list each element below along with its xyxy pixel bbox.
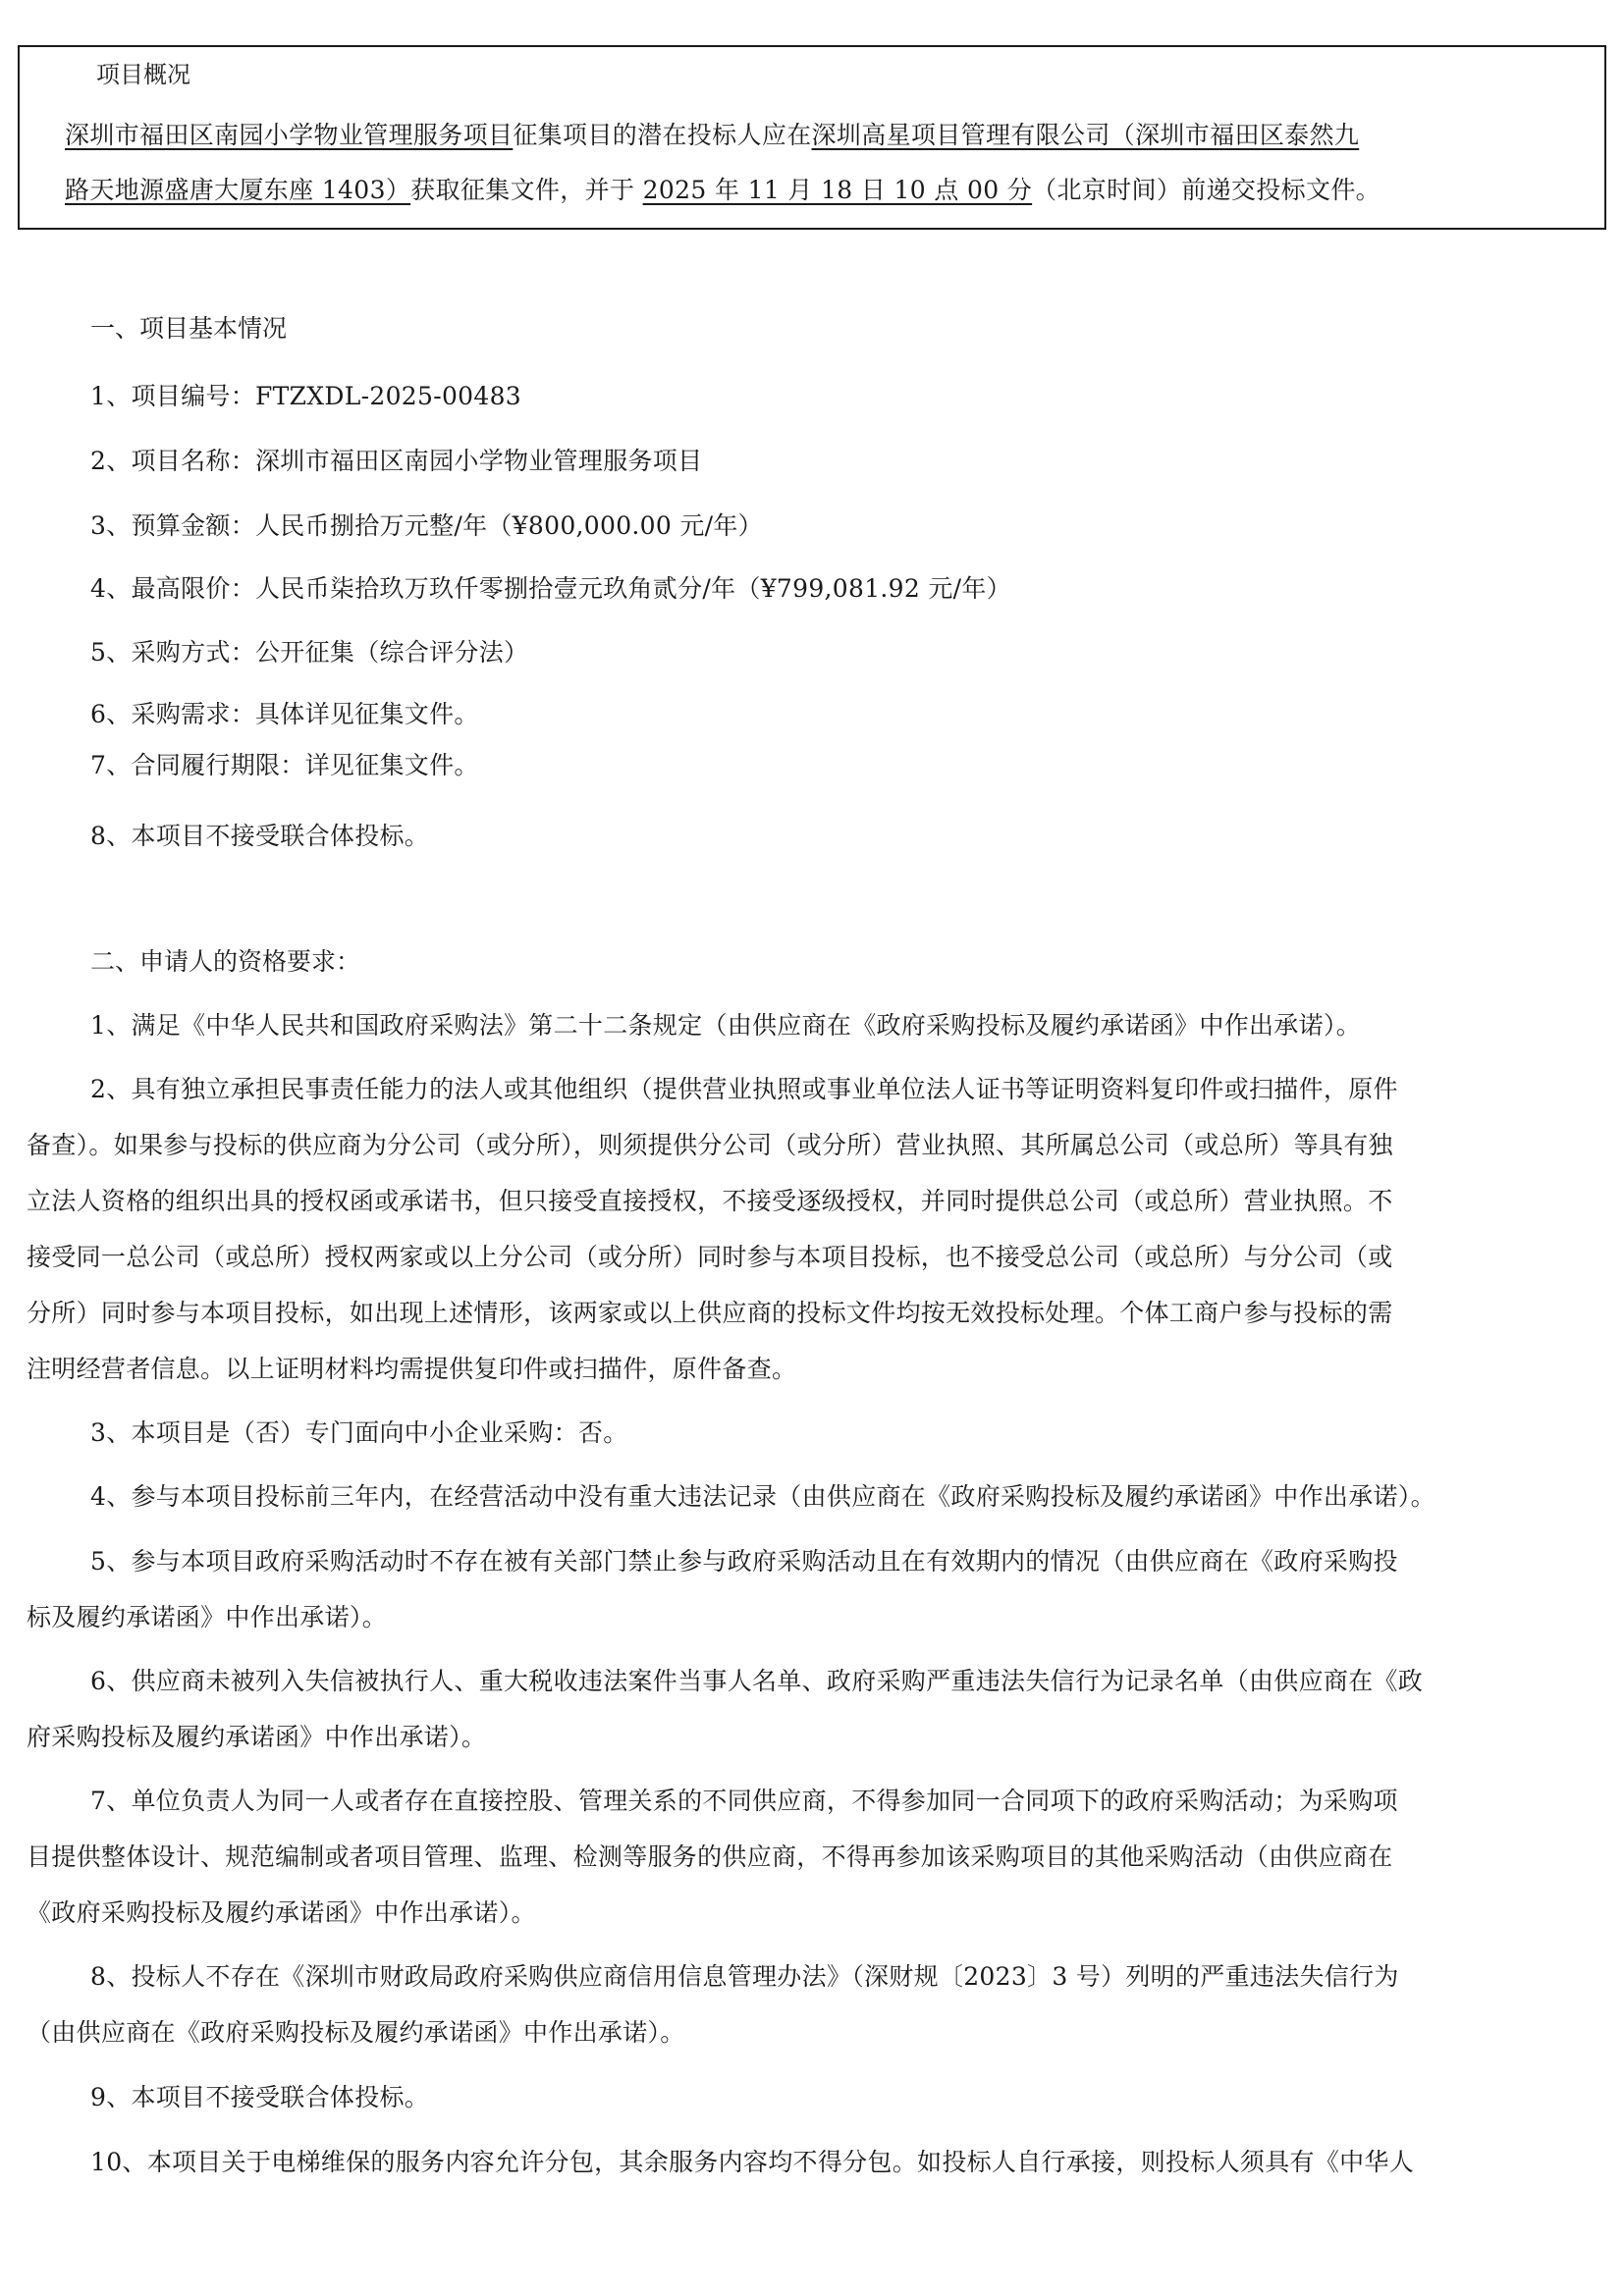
overview-text: 征集项目的潜在投标人应在 (513, 121, 812, 149)
qualification-item: 3、本项目是（否）专门面向中小企业采购：否。 (90, 1418, 628, 1447)
qualification-item: 10、本项目关于电梯维保的服务内容允许分包，其余服务内容均不得分包。如投标人自行承接，则投标人须具有《中华人 (90, 2148, 1415, 2176)
project-overview-box (18, 45, 1606, 230)
overview-line-1 (65, 116, 1359, 151)
basic-info-item: 4、最高限价：人民币柒拾玖万玖仟零捌拾壹元玖角贰分/年（¥799,081.92 元/年） (90, 574, 1011, 603)
section-1-heading: 一、项目基本情况 (90, 314, 288, 343)
overview-text: （北京时间）前递交投标文件。 (1032, 176, 1381, 204)
qualification-item: 9、本项目不接受联合体投标。 (90, 2083, 430, 2111)
qualification-item: 1、满足《中华人民共和国政府采购法》第二十二条规定（由供应商在《政府采购投标及履约承诺函》中作出承诺）。 (90, 1011, 1362, 1040)
basic-info-item: 3、预算金额：人民币捌拾万元整/年（¥800,000.00 元/年） (90, 511, 763, 540)
qualification-item: 2、具有独立承担民事责任能力的法人或其他组织（提供营业执照或事业单位法人证书等证明资料复印件或扫描件，原件 (90, 1075, 1398, 1103)
basic-info-item: 1、项目编号：FTZXDL-2025-00483 (90, 382, 521, 410)
qualification-item-cont: 注明经营者信息。以上证明材料均需提供复印件或扫描件，原件备查。 (27, 1355, 797, 1383)
qualification-item: 6、供应商未被列入失信被执行人、重大税收违法案件当事人名单、政府采购严重违法失信行为记录名单（由供应商在《政 (90, 1667, 1424, 1695)
agency-underlined: 深圳高星项目管理有限公司（深圳市福田区泰然九 (811, 121, 1360, 149)
qualification-item-cont: 接受同一总公司（或总所）授权两家或以上分公司（或分所）同时参与本项目投标，也不接受总公司（或总所）与分公司（或 (27, 1243, 1393, 1271)
basic-info-item: 2、项目名称：深圳市福田区南园小学物业管理服务项目 (90, 447, 703, 475)
qualification-item: 8、投标人不存在《深圳市财政局政府采购供应商信用信息管理办法》（深财规〔2023〕3 号）列明的严重违法失信行为 (90, 1962, 1399, 1991)
address-underlined: 路天地源盛唐大厦东座 1403） (65, 176, 411, 204)
overview-line-2 (65, 171, 1380, 206)
qualification-item-cont: 分所）同时参与本项目投标，如出现上述情形，该两家或以上供应商的投标文件均按无效投标处理。个体工商户参与投标的需 (27, 1299, 1393, 1327)
qualification-item-cont: 标及履约承诺函》中作出承诺）。 (27, 1603, 388, 1631)
deadline-underlined: 2025 年 11 月 18 日 10 点 00 分 (642, 176, 1033, 204)
qualification-item-cont: 立法人资格的组织出具的授权函或承诺书，但只接受直接授权，不接受逐级授权，并同时提供总公司（或总所）营业执照。不 (27, 1187, 1393, 1215)
basic-info-item: 7、合同履行期限：详见征集文件。 (90, 751, 479, 779)
qualification-item-cont: （由供应商在《政府采购投标及履约承诺函》中作出承诺）。 (27, 2018, 685, 2047)
section-2-heading: 二、申请人的资格要求： (90, 947, 361, 976)
qualification-item-cont: 《政府采购投标及履约承诺函》中作出承诺）。 (27, 1898, 536, 1927)
basic-info-item: 6、采购需求：具体详见征集文件。 (90, 700, 479, 728)
qualification-item-cont: 府采购投标及履约承诺函》中作出承诺）。 (27, 1723, 487, 1751)
basic-info-item: 5、采购方式：公开征集（综合评分法） (90, 638, 529, 667)
basic-info-item: 8、本项目不接受联合体投标。 (90, 822, 430, 850)
project-name-underlined: 深圳市福田区南园小学物业管理服务项目 (65, 121, 514, 149)
qualification-item: 4、参与本项目投标前三年内，在经营活动中没有重大违法记录（由供应商在《政府采购投标及履约承诺函》中作出承诺）。 (90, 1482, 1435, 1511)
qualification-item-cont: 备查）。如果参与投标的供应商为分公司（或分所），则须提供分公司（或分所）营业执照、其所属总公司（或总所）等具有独 (27, 1131, 1393, 1159)
overview-title: 项目概况 (96, 61, 190, 88)
qualification-item: 7、单位负责人为同一人或者存在直接控股、管理关系的不同供应商，不得参加同一合同项下的政府采购活动；为采购项 (90, 1787, 1398, 1815)
qualification-item: 5、参与本项目政府采购活动时不存在被有关部门禁止参与政府采购活动且在有效期内的情况（由供应商在《政府采购投 (90, 1547, 1398, 1575)
qualification-item-cont: 目提供整体设计、规范编制或者项目管理、监理、检测等服务的供应商，不得再参加该采购项目的其他采购活动（由供应商在 (27, 1842, 1393, 1871)
overview-text: 获取征集文件，并于 (410, 176, 643, 204)
